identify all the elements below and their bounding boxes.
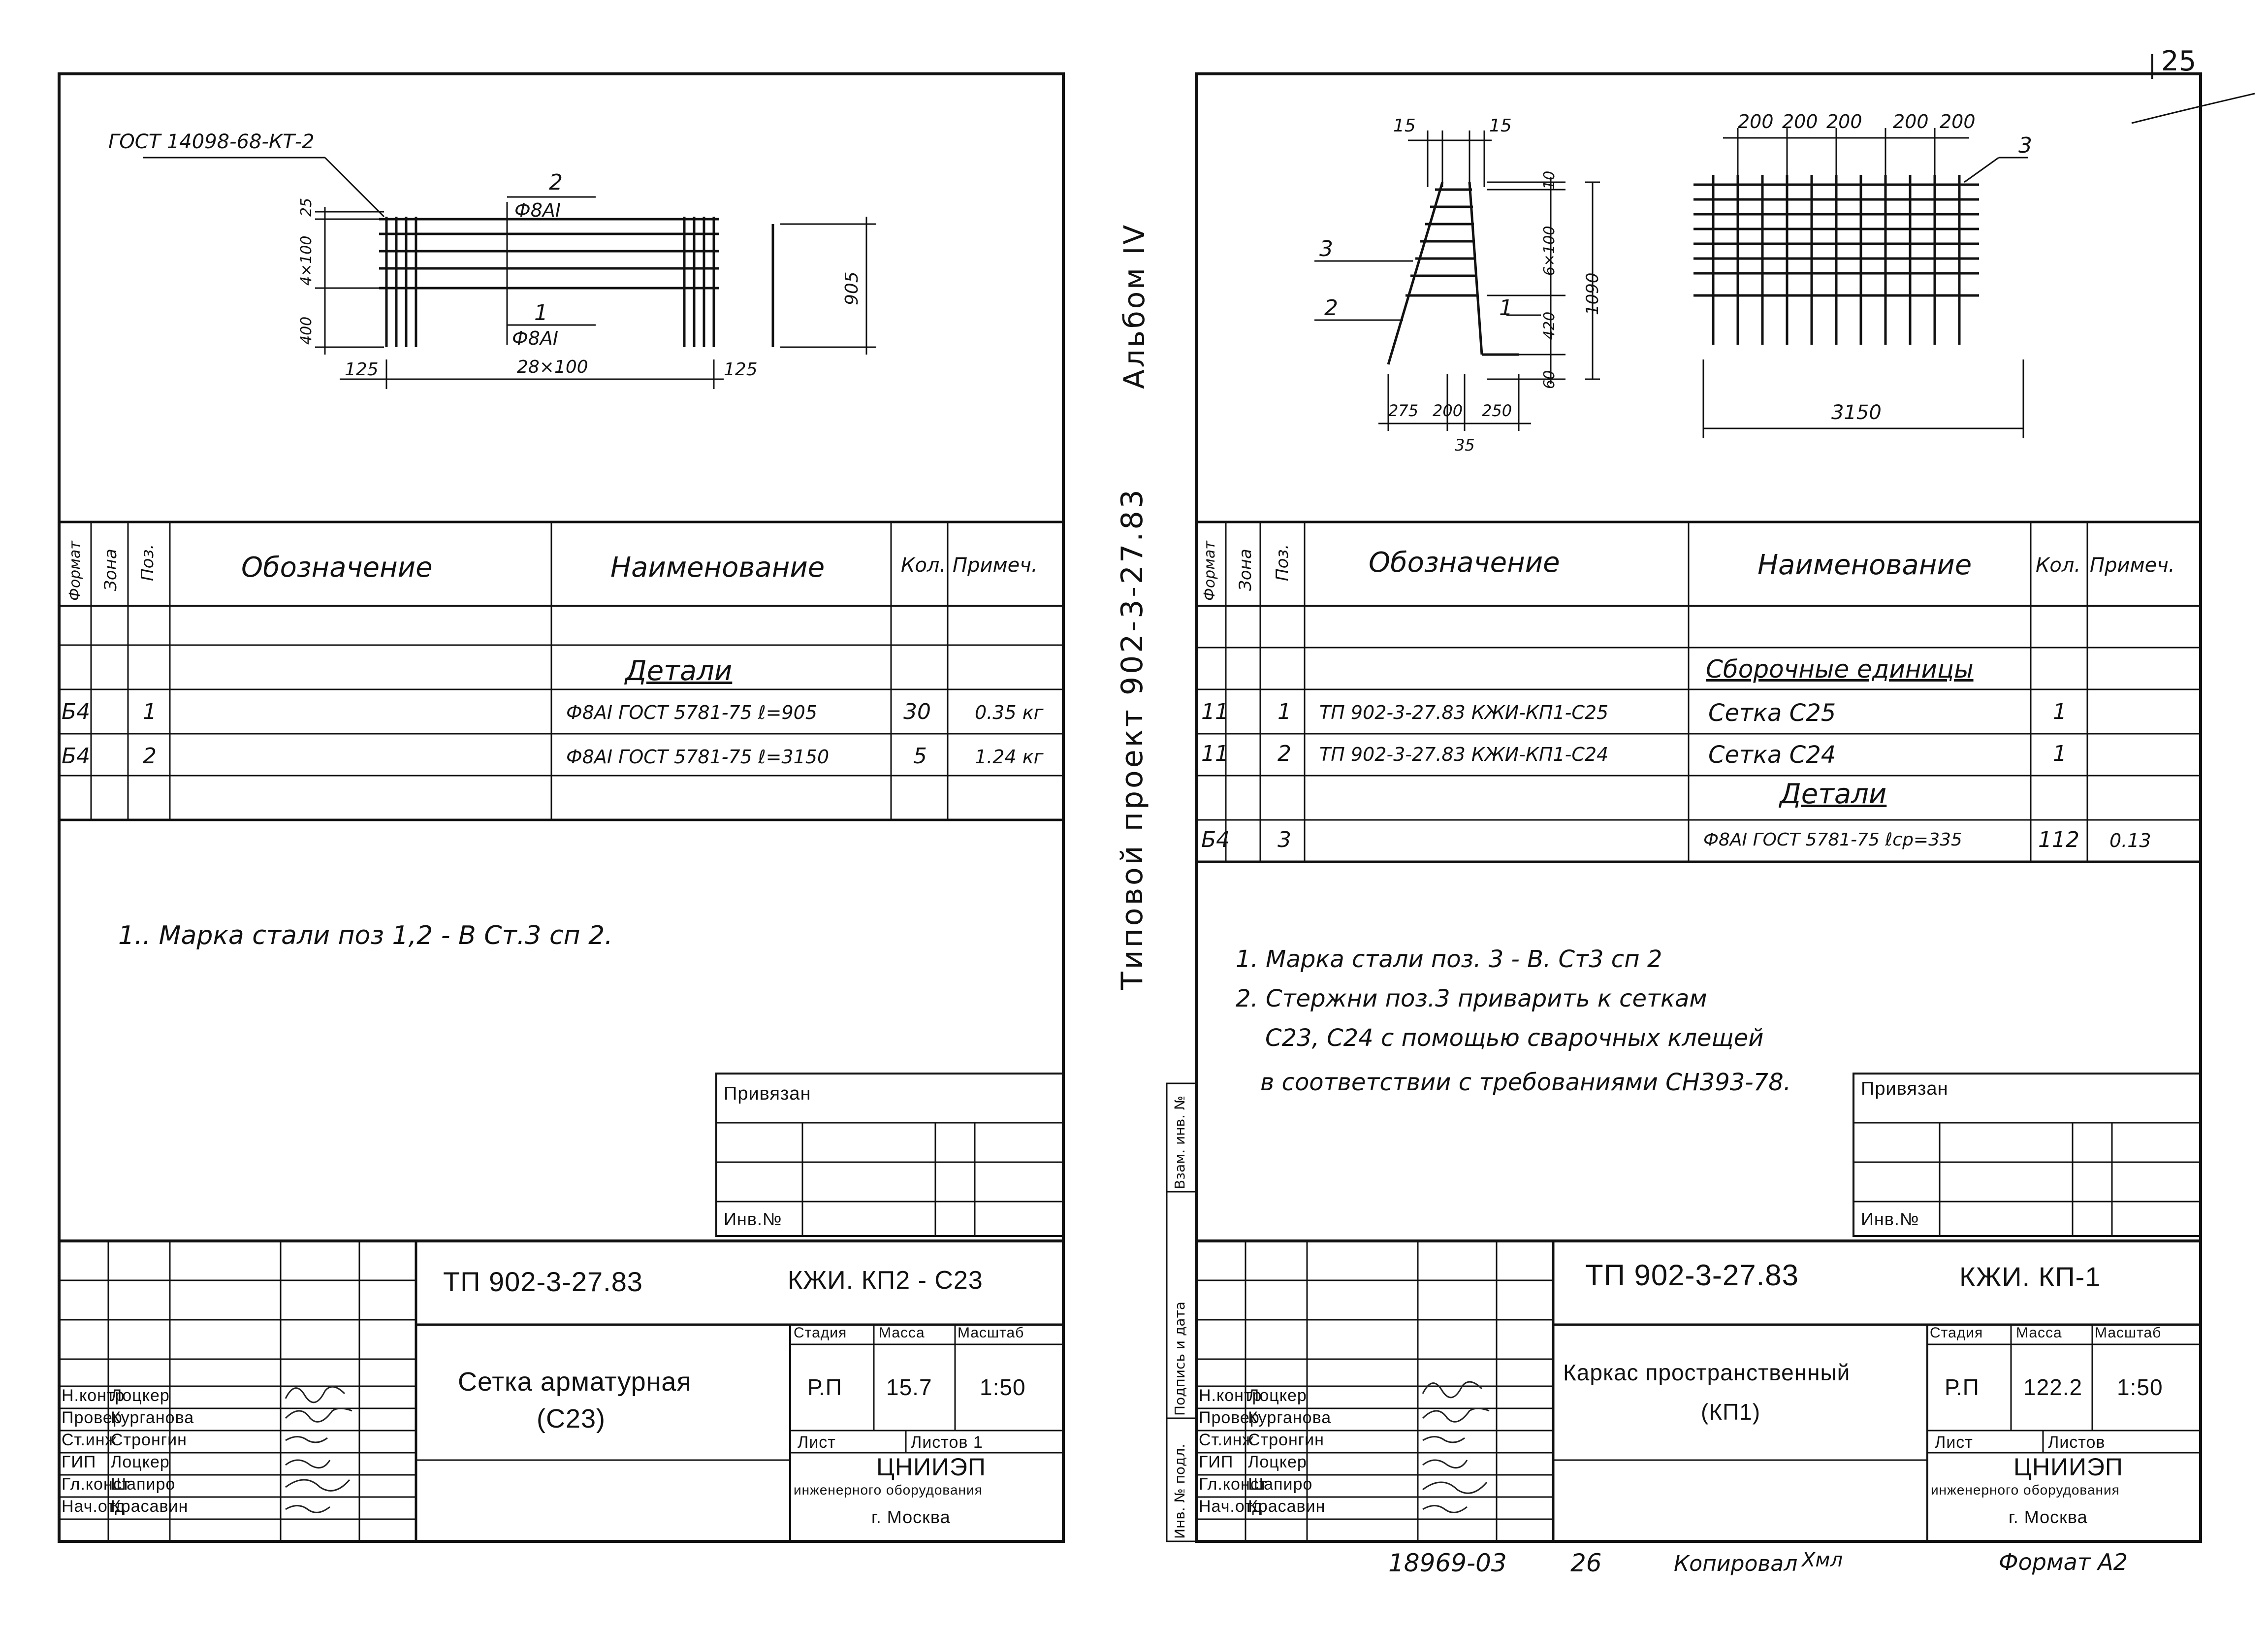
left-section-details: Детали: [625, 655, 733, 687]
left-role-4: Гл.конст: [62, 1475, 130, 1494]
right-role-3: ГИП: [1199, 1453, 1234, 1471]
dim-125-right: 125: [724, 359, 758, 380]
right-hdr-format: Формат: [1201, 541, 1218, 601]
left-tb-scale: 1:50: [980, 1374, 1026, 1400]
right-tb-org3: г. Москва: [2009, 1507, 2088, 1527]
right-hdr-designation: Обозначение: [1369, 547, 1560, 579]
right-name-3: Лоцкер: [1248, 1453, 1307, 1471]
format-label: Формат А2: [1999, 1549, 2128, 1575]
right-note-4: в соответствии с требованиями СН393-78.: [1260, 1069, 1791, 1096]
left-hdr-zone: Зона: [101, 549, 121, 591]
r-dim-275: 275: [1388, 401, 1419, 420]
right-tb-mass-h: Масса: [2016, 1325, 2062, 1341]
r-dim-35: 35: [1455, 436, 1475, 455]
r-top-dim-0: 200: [1738, 111, 1774, 132]
left-row2-format: Б4: [62, 744, 91, 769]
pos2-label: 2: [549, 170, 563, 195]
left-name-2: Стронгин: [111, 1431, 187, 1449]
left-hdr-name: Наименование: [610, 552, 825, 584]
left-row1-format: Б4: [62, 699, 91, 724]
copied-label: Копировал: [1674, 1551, 1798, 1576]
right-role-4: Гл.конст: [1199, 1475, 1268, 1494]
left-hdr-qty: Кол.: [901, 554, 946, 577]
left-tb-title2: (С23): [537, 1404, 606, 1434]
left-name-0: Лоцкер: [111, 1386, 170, 1405]
right-row2-qty: 1: [2053, 741, 2067, 766]
r-pos1-label: 1: [1499, 295, 1513, 321]
right-hdr-qty: Кол.: [2036, 554, 2081, 577]
right-row3-qty: 112: [2038, 827, 2079, 852]
left-role-5: Нач.отд: [62, 1497, 126, 1516]
rod2-label: Ф8АI: [514, 199, 561, 221]
right-row2-format: 11: [1201, 741, 1229, 766]
gost-weld-label: ГОСТ 14098-68-КТ-2: [108, 130, 315, 153]
left-row2-name: Ф8АI ГОСТ 5781-75 ℓ=3150: [566, 746, 830, 768]
side-col-sign: Подпись и дата: [1172, 1302, 1188, 1416]
right-tb-title2: (КП1): [1701, 1399, 1761, 1425]
left-role-3: ГИП: [62, 1453, 96, 1471]
left-row1-qty: 30: [903, 699, 931, 724]
r-dim-10: 10: [1541, 170, 1558, 190]
r-dim-1090: 1090: [1583, 272, 1602, 315]
sheet-number: 26: [1570, 1549, 1602, 1577]
right-name-2: Стронгин: [1248, 1431, 1324, 1449]
right-role-2: Ст.инж: [1199, 1431, 1254, 1449]
r-dim-200: 200: [1433, 401, 1463, 420]
right-tb-sheets-h: Листов: [2048, 1433, 2106, 1452]
rod1-label: Ф8АI: [512, 327, 559, 349]
left-tb-mark: КЖИ. КП2 - С23: [788, 1266, 983, 1295]
right-tb-org2: инженерного оборудования: [1931, 1482, 2120, 1498]
r-pos3-label: 3: [1319, 236, 1333, 261]
left-tb-sheets-h: Листов 1: [911, 1433, 983, 1452]
right-section-details: Детали: [1780, 778, 1887, 810]
left-note-1: 1.. Марка стали поз 1,2 - В Ст.3 сп 2.: [118, 921, 613, 950]
right-row2-designation: ТП 902-3-27.83 КЖИ-КП1-С24: [1319, 744, 1609, 765]
side-col-inv: Инв. № подл.: [1172, 1443, 1188, 1539]
right-tb-code: ТП 902-3-27.83: [1585, 1259, 1799, 1292]
right-row1-format: 11: [1201, 699, 1229, 724]
right-tb-stage-h: Стадия: [1930, 1325, 1983, 1341]
right-row3-pos: 3: [1278, 827, 1291, 852]
left-tb-org1: ЦНИИЭП: [876, 1453, 986, 1481]
r-top-dim-2: 200: [1826, 111, 1862, 132]
left-tb-org2: инженерного оборудования: [794, 1482, 983, 1498]
dim-125-left: 125: [345, 359, 379, 380]
right-tb-title1: Каркас пространственный: [1563, 1360, 1851, 1385]
side-col-replace: Взам. инв. №: [1172, 1095, 1188, 1189]
left-role-2: Ст.инж: [62, 1431, 117, 1449]
r-pos3b-label: 3: [2018, 133, 2032, 158]
left-tb-org3: г. Москва: [871, 1507, 951, 1527]
right-tb-sheet-h: Лист: [1935, 1433, 1973, 1452]
right-tb-mark: КЖИ. КП-1: [1959, 1261, 2101, 1292]
left-row1-pos: 1: [143, 699, 157, 724]
left-tb-scale-h: Масштаб: [958, 1325, 1024, 1341]
left-tied-label: Привязан: [724, 1083, 811, 1104]
left-tb-code: ТП 902-3-27.83: [443, 1266, 643, 1297]
left-tb-stage-h: Стадия: [794, 1325, 847, 1341]
left-row2-note: 1.24 кг: [975, 746, 1044, 768]
right-row1-designation: ТП 902-3-27.83 КЖИ-КП1-С25: [1319, 702, 1609, 723]
r-dim-420: 420: [1541, 311, 1558, 340]
left-row1-note: 0.35 кг: [975, 702, 1044, 723]
left-name-5: Красавин: [111, 1497, 189, 1516]
right-tied-label: Привязан: [1861, 1078, 1949, 1099]
left-role-1: Провер: [62, 1408, 123, 1427]
left-tb-mass: 15.7: [886, 1374, 932, 1400]
right-note-2: 2. Стержни поз.3 приварить к сеткам: [1236, 985, 1707, 1012]
right-row3-note: 0.13: [2109, 830, 2151, 851]
pos1-label: 1: [534, 300, 548, 326]
right-tb-scale-h: Масштаб: [2095, 1325, 2162, 1341]
left-tb-sheet-h: Лист: [798, 1433, 836, 1452]
left-hdr-format: Формат: [66, 541, 84, 601]
dim-400: 400: [298, 316, 315, 345]
page-number: 25: [2161, 45, 2197, 77]
left-hdr-note: Примеч.: [953, 554, 1038, 577]
copied-signature: Хмл: [1802, 1549, 1843, 1571]
dim-25: 25: [298, 197, 315, 217]
right-name-5: Красавин: [1248, 1497, 1326, 1516]
left-hdr-pos: Поз.: [138, 544, 158, 581]
right-note-3: С23, С24 с помощью сварочных клещей: [1265, 1024, 1764, 1052]
right-hdr-name: Наименование: [1757, 549, 1972, 581]
right-row3-format: Б4: [1201, 827, 1230, 852]
dim-28x100: 28×100: [517, 357, 588, 377]
right-row2-name: Сетка С24: [1708, 741, 1836, 769]
right-role-0: Н.контр: [1199, 1386, 1262, 1405]
project-label: Типовой проект 902-3-27.83: [1115, 487, 1150, 990]
right-tb-org1: ЦНИИЭП: [2013, 1453, 2123, 1481]
left-row1-name: Ф8АI ГОСТ 5781-75 ℓ=905: [566, 702, 817, 723]
left-name-1: Курганова: [111, 1408, 194, 1427]
right-hdr-zone: Зона: [1236, 549, 1255, 591]
left-name-4: Шапиро: [111, 1475, 176, 1494]
right-name-0: Лоцкер: [1248, 1386, 1307, 1405]
right-row3-name: Ф8АI ГОСТ 5781-75 ℓср=335: [1703, 830, 1962, 850]
left-role-0: Н.контр: [62, 1386, 125, 1405]
left-row2-qty: 5: [913, 744, 927, 769]
dim-4x100: 4×100: [298, 235, 315, 286]
right-hdr-note: Примеч.: [2090, 554, 2175, 577]
left-inv-label: Инв.№: [724, 1209, 782, 1229]
left-hdr-designation: Обозначение: [241, 552, 433, 584]
left-name-3: Лоцкер: [111, 1453, 170, 1471]
right-name-4: Шапиро: [1248, 1475, 1313, 1494]
inventory-number: 18969-03: [1388, 1549, 1507, 1577]
r-dim-15a: 15: [1393, 116, 1416, 136]
dim-905: 905: [842, 271, 862, 305]
r-top-dim-4: 200: [1940, 111, 1976, 132]
right-inv-label: Инв.№: [1861, 1209, 1919, 1229]
r-top-dim-3: 200: [1893, 111, 1929, 132]
right-name-1: Курганова: [1248, 1408, 1332, 1427]
right-tb-scale: 1:50: [2117, 1374, 2163, 1400]
left-row2-pos: 2: [143, 744, 157, 769]
right-row2-pos: 2: [1278, 741, 1291, 766]
right-section-assemblies: Сборочные единицы: [1706, 655, 1974, 684]
right-role-5: Нач.отд: [1199, 1497, 1263, 1516]
r-dim-6x100: 6×100: [1541, 226, 1558, 276]
album-label: Альбом IV: [1118, 223, 1151, 389]
right-note-1: 1. Марка стали поз. 3 - В. Ст3 сп 2: [1236, 945, 1662, 973]
r-top-dim-1: 200: [1782, 111, 1818, 132]
left-tb-title1: Сетка арматурная: [458, 1367, 692, 1397]
left-tb-mass-h: Масса: [879, 1325, 925, 1341]
right-row1-qty: 1: [2053, 699, 2067, 724]
right-tb-stage: Р.П: [1945, 1374, 1980, 1400]
right-row1-pos: 1: [1278, 699, 1291, 724]
r-dim-250: 250: [1482, 401, 1512, 420]
left-tb-stage: Р.П: [807, 1374, 842, 1400]
r-pos2-label: 2: [1324, 295, 1338, 321]
r-dim-15b: 15: [1489, 116, 1512, 136]
right-hdr-pos: Поз.: [1273, 544, 1292, 581]
r-dim-3150: 3150: [1831, 401, 1882, 424]
right-row1-name: Сетка С25: [1708, 699, 1836, 727]
right-tb-mass: 122.2: [2023, 1374, 2083, 1400]
r-dim-60: 60: [1541, 370, 1558, 389]
right-role-1: Провер: [1199, 1408, 1260, 1427]
